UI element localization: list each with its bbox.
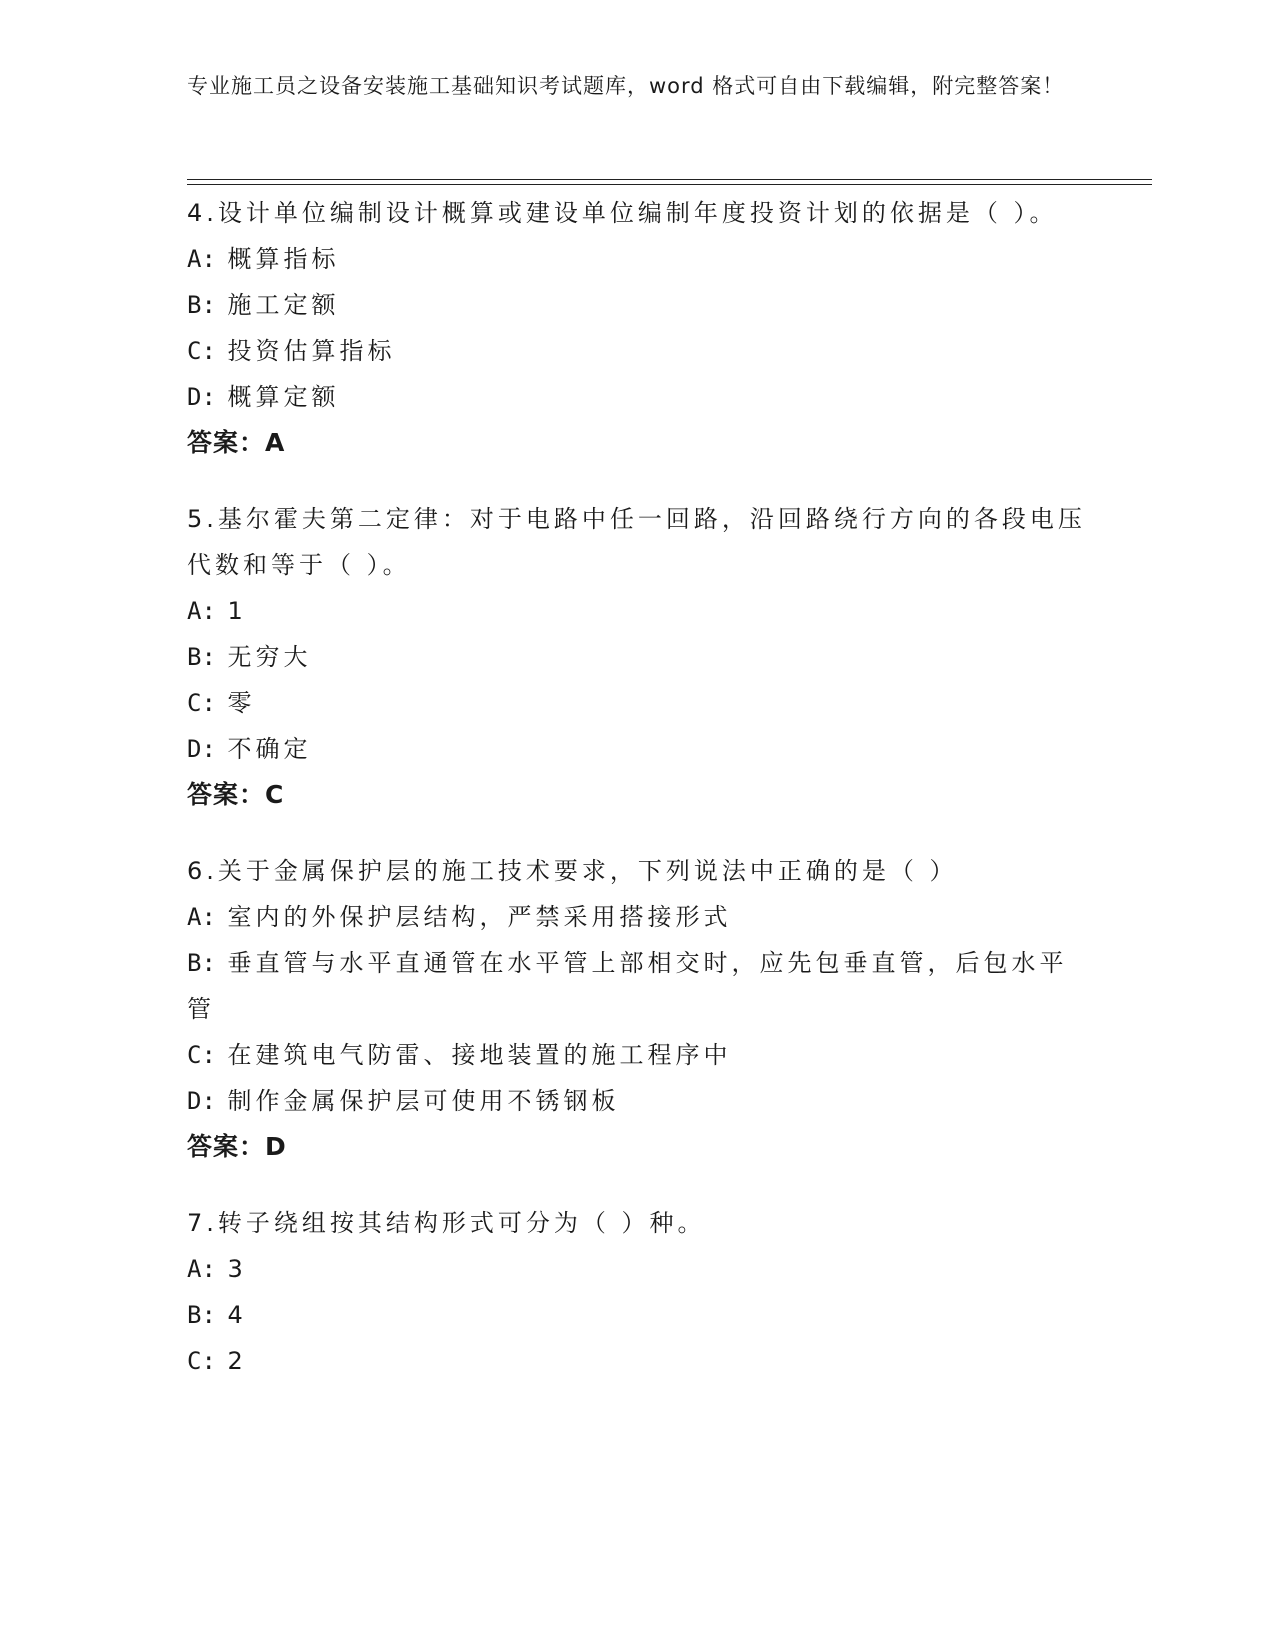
answer-line: 答案：D	[187, 1132, 287, 1161]
answer-line: 答案：C	[187, 780, 285, 809]
option-c: C: 投资估算指标	[187, 337, 396, 365]
question-stem: 6.关于金属保护层的施工技术要求，下列说法中正确的是（ ）	[187, 857, 958, 885]
answer-line: 答案：A	[187, 428, 286, 457]
question-4	[187, 190, 1087, 466]
option-d: D: 制作金属保护层可使用不锈钢板	[187, 1087, 620, 1115]
question-stem: 4.设计单位编制设计概算或建设单位编制年度投资计划的依据是（ ）。	[187, 199, 1058, 227]
option-a: A: 3	[187, 1255, 247, 1283]
question-6	[187, 848, 1087, 1170]
question-stem: 7.转子绕组按其结构形式可分为（ ）种。	[187, 1209, 706, 1237]
header-rule-top	[187, 179, 1152, 180]
option-c: C: 2	[187, 1347, 247, 1375]
option-b: B: 无穷大	[187, 643, 312, 671]
option-a: A: 概算指标	[187, 245, 340, 273]
option-d: D: 不确定	[187, 735, 312, 763]
option-b: B: 施工定额	[187, 291, 340, 319]
option-c: C: 零	[187, 689, 256, 717]
option-b: B: 垂直管与水平直通管在水平管上部相交时，应先包垂直管，后包水平管	[187, 949, 1068, 1023]
question-5	[187, 496, 1087, 818]
option-d: D: 概算定额	[187, 383, 340, 411]
question-7	[187, 1200, 1087, 1384]
option-c: C: 在建筑电气防雷、接地装置的施工程序中	[187, 1041, 732, 1069]
document-intro: 专业施工员之设备安装施工基础知识考试题库，word 格式可自由下载编辑，附完整答案！	[187, 74, 1065, 98]
question-stem: 5.基尔霍夫第二定律：对于电路中任一回路，沿回路绕行方向的各段电压代数和等于（ ）。	[187, 505, 1086, 579]
option-b: B: 4	[187, 1301, 247, 1329]
option-a: A: 1	[187, 597, 247, 625]
question-list	[187, 190, 1087, 1414]
option-a: A: 室内的外保护层结构，严禁采用搭接形式	[187, 903, 732, 931]
header-rule-bottom	[187, 184, 1152, 185]
